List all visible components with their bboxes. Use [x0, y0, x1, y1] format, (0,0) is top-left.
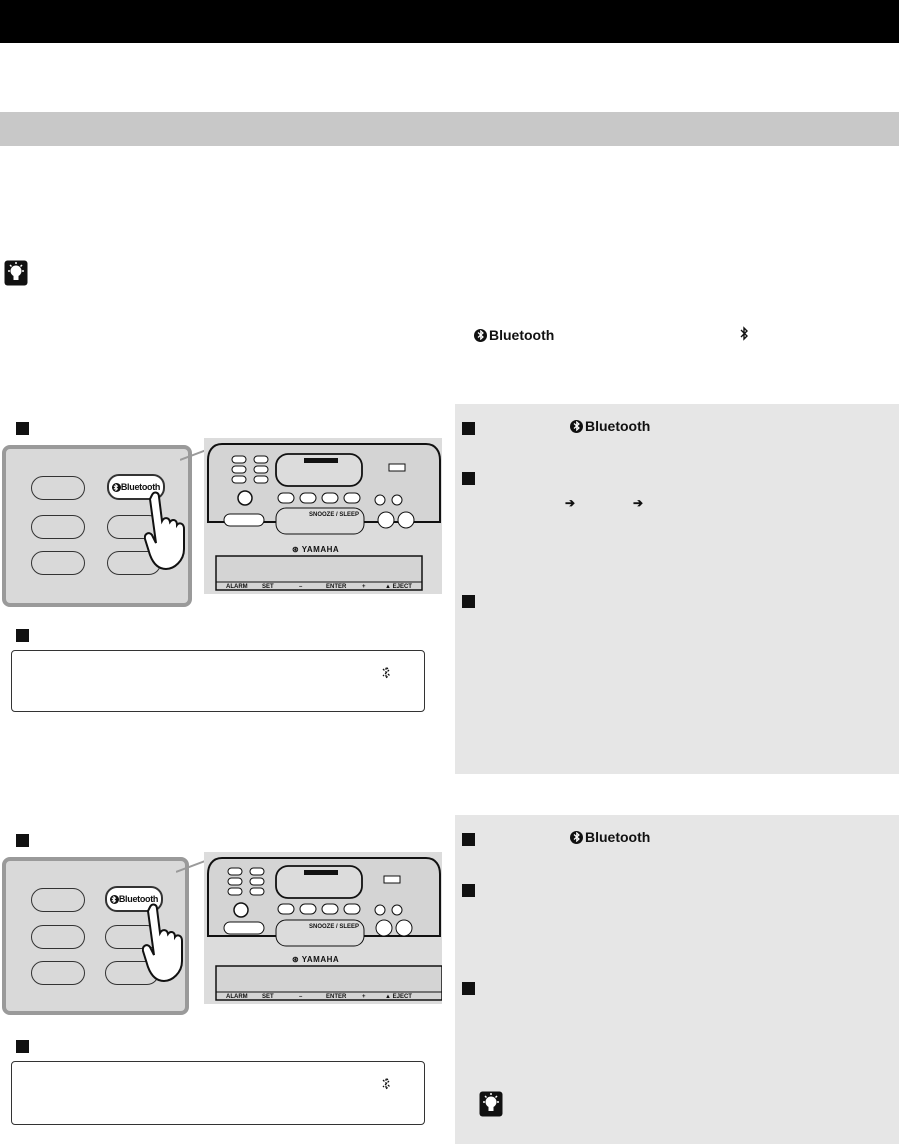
pointing-hand-icon	[142, 903, 184, 983]
remote-button[interactable]	[31, 888, 85, 912]
device-button-enter[interactable]: ENTER	[326, 584, 347, 590]
remote-button[interactable]	[31, 925, 85, 949]
device-button-alarm[interactable]: ALARM	[226, 994, 248, 1000]
device-button-minus[interactable]: –	[299, 994, 303, 1000]
device-button-plus[interactable]: +	[362, 994, 366, 1000]
remote-button[interactable]	[31, 515, 85, 539]
remote-zoom	[2, 445, 192, 607]
remote-bluetooth-button[interactable]: Bluetooth	[107, 474, 165, 500]
device-button-set[interactable]: SET	[262, 584, 274, 590]
bluetooth-icon	[474, 329, 487, 342]
arrow-right-icon: ➔	[565, 496, 576, 510]
step-marker	[16, 1040, 29, 1053]
device-button-eject[interactable]: ▲ EJECT	[385, 994, 412, 1000]
device-button-minus[interactable]: –	[299, 584, 303, 590]
step-marker	[462, 884, 475, 897]
brand-logo: ⊛ YAMAHA	[292, 545, 340, 554]
device-button-alarm[interactable]: ALARM	[226, 584, 248, 590]
remote-zoom	[2, 857, 189, 1015]
step-marker	[16, 629, 29, 642]
bluetooth-logo: Bluetooth	[570, 829, 650, 845]
remote-bluetooth-button[interactable]: Bluetooth	[105, 886, 163, 912]
step-marker	[462, 982, 475, 995]
arrow-right-icon: ➔	[633, 496, 644, 510]
snooze-label: SNOOZE / SLEEP	[309, 924, 360, 930]
brand-logo: ⊛ YAMAHA	[292, 955, 340, 964]
step-marker	[462, 833, 475, 846]
remote-button[interactable]	[31, 476, 85, 500]
bluetooth-icon	[110, 895, 119, 904]
bluetooth-icon	[381, 1076, 391, 1092]
section-bar	[0, 112, 899, 146]
bluetooth-logo	[474, 327, 554, 343]
bluetooth-label: Bluetooth	[489, 327, 555, 343]
tip-icon	[4, 260, 28, 286]
bluetooth-icon	[739, 326, 749, 341]
bluetooth-icon	[570, 420, 583, 433]
device-button-eject[interactable]: ▲ EJECT	[385, 584, 412, 590]
instruction-panel	[455, 815, 899, 1144]
bluetooth-logo: Bluetooth	[570, 418, 650, 434]
snooze-label: SNOOZE / SLEEP	[309, 512, 360, 518]
device-illustration	[204, 852, 442, 1004]
remote-button[interactable]	[31, 551, 85, 575]
device-button-plus[interactable]: +	[362, 584, 366, 590]
tip-icon	[479, 1091, 503, 1117]
instruction-panel	[455, 404, 899, 774]
step-marker	[462, 472, 475, 485]
bluetooth-icon	[381, 665, 391, 681]
header-bar	[0, 0, 899, 43]
device-button-enter[interactable]: ENTER	[326, 994, 347, 1000]
bluetooth-icon	[112, 483, 121, 492]
bluetooth-icon	[570, 831, 583, 844]
device-button-set[interactable]: SET	[262, 994, 274, 1000]
display-panel	[11, 650, 425, 712]
step-marker	[462, 595, 475, 608]
step-marker	[16, 834, 29, 847]
remote-button[interactable]	[31, 961, 85, 985]
step-marker	[462, 422, 475, 435]
step-marker	[16, 422, 29, 435]
device-illustration	[204, 438, 442, 594]
display-panel	[11, 1061, 425, 1125]
pointing-hand-icon	[144, 491, 186, 571]
